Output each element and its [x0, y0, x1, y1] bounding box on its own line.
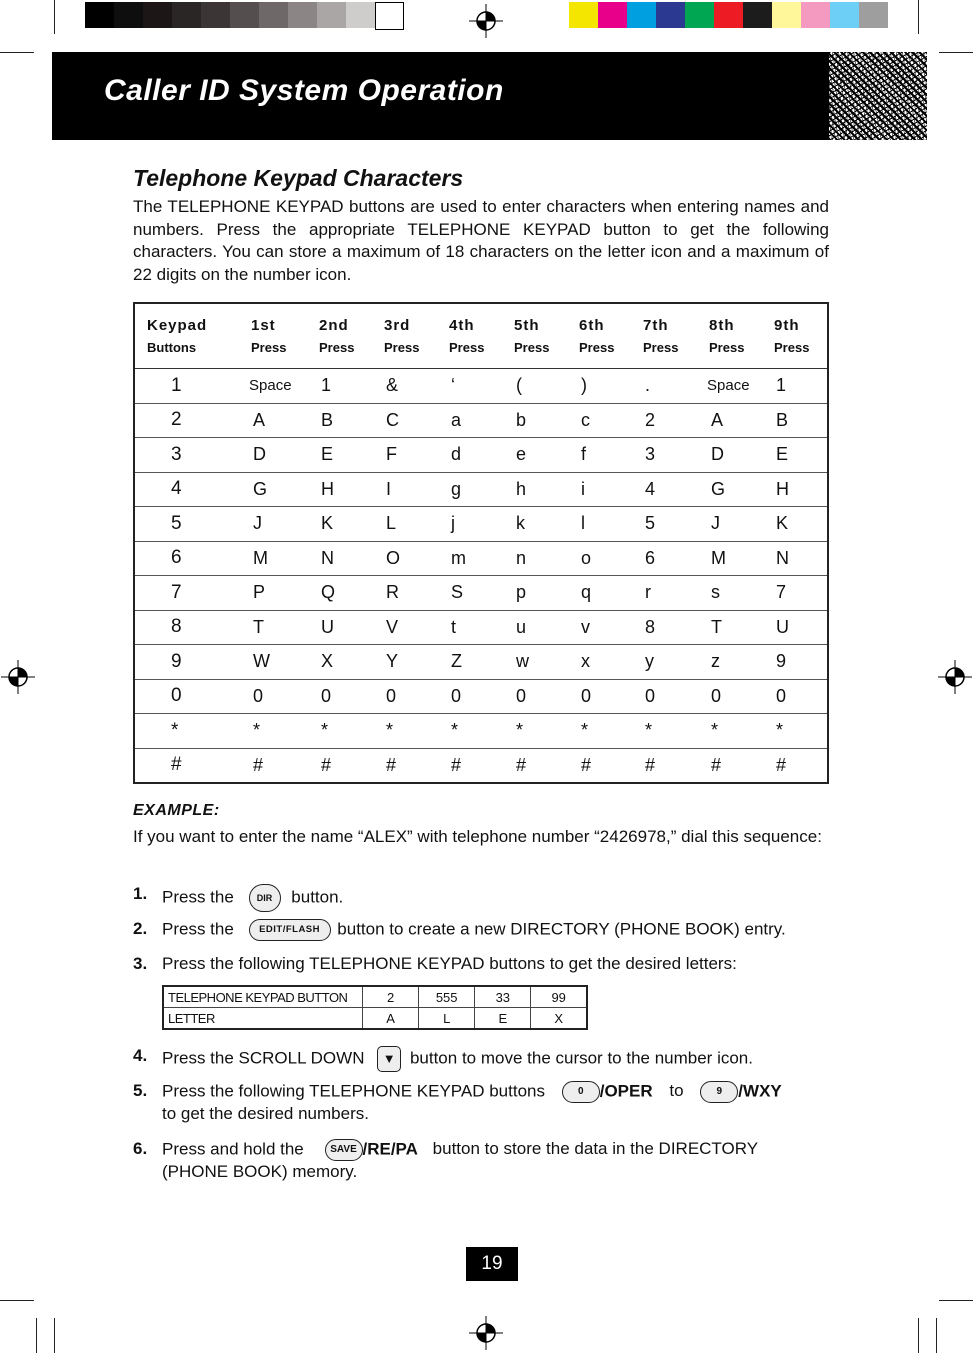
- character-cell: S: [435, 576, 500, 611]
- sequence-cell: 2: [363, 986, 419, 1008]
- gray-swatch: [201, 2, 230, 28]
- step-number: 4.: [133, 1046, 148, 1065]
- character-cell: #: [760, 748, 828, 783]
- character-cell: Space: [237, 369, 305, 404]
- gray-swatch: [230, 2, 259, 28]
- sequence-cell: E: [475, 1008, 531, 1030]
- step-number: 5.: [133, 1081, 148, 1100]
- character-cell: y: [629, 645, 695, 680]
- character-cell: #: [435, 748, 500, 783]
- character-cell: 0: [237, 679, 305, 714]
- color-swatch: [569, 2, 598, 28]
- character-cell: b: [500, 403, 565, 438]
- keypad-characters-table: [133, 302, 829, 784]
- character-cell: l: [565, 507, 629, 542]
- registration-mark-icon: [938, 660, 972, 694]
- table-row: [134, 472, 828, 507]
- character-cell: M: [695, 541, 760, 576]
- color-swatch: [743, 2, 772, 28]
- character-cell: *: [370, 714, 435, 749]
- color-swatch: [627, 2, 656, 28]
- keypad-button-cell: 7: [134, 576, 237, 611]
- character-cell: k: [500, 507, 565, 542]
- step-text: Press the: [162, 919, 234, 939]
- character-cell: J: [237, 507, 305, 542]
- character-cell: #: [695, 748, 760, 783]
- character-cell: z: [695, 645, 760, 680]
- page-number: 19: [466, 1247, 518, 1281]
- character-cell: *: [237, 714, 305, 749]
- step-text: (PHONE BOOK) memory.: [162, 1162, 358, 1181]
- header-sublabel: Press: [709, 340, 745, 355]
- sequence-cell: L: [419, 1008, 475, 1030]
- zero-button-icon: 0: [562, 1081, 600, 1103]
- character-cell: #: [629, 748, 695, 783]
- character-cell: t: [435, 610, 500, 645]
- character-cell: &: [370, 369, 435, 404]
- crop-mark: [54, 0, 55, 34]
- character-cell: d: [435, 438, 500, 473]
- crop-mark: [918, 0, 919, 34]
- character-cell: g: [435, 472, 500, 507]
- character-cell: E: [305, 438, 370, 473]
- keypad-button-cell: 0: [134, 679, 237, 714]
- header-label: 2nd: [319, 317, 349, 334]
- character-cell: *: [565, 714, 629, 749]
- header-sublabel: Press: [319, 340, 355, 355]
- gray-swatch: [317, 2, 346, 28]
- character-cell: 0: [629, 679, 695, 714]
- character-cell: B: [305, 403, 370, 438]
- character-cell: c: [565, 403, 629, 438]
- crop-mark: [939, 1300, 973, 1301]
- character-cell: #: [237, 748, 305, 783]
- character-cell: 1: [305, 369, 370, 404]
- character-cell: O: [370, 541, 435, 576]
- header-label: 4th: [449, 317, 475, 334]
- registration-mark-icon: [469, 4, 503, 38]
- character-cell: *: [435, 714, 500, 749]
- header-sublabel: Press: [384, 340, 420, 355]
- header-sublabel: Press: [774, 340, 810, 355]
- character-cell: w: [500, 645, 565, 680]
- character-cell: K: [760, 507, 828, 542]
- character-cell: 0: [370, 679, 435, 714]
- gray-swatch: [114, 2, 143, 28]
- character-cell: s: [695, 576, 760, 611]
- character-cell: m: [435, 541, 500, 576]
- step-text: button to create a new DIRECTORY (PHONE BOOK) entry.: [337, 919, 786, 939]
- page-header: [52, 52, 927, 140]
- character-cell: V: [370, 610, 435, 645]
- character-cell: N: [305, 541, 370, 576]
- header-label: 5th: [514, 317, 540, 334]
- color-swatch: [714, 2, 743, 28]
- character-cell: p: [500, 576, 565, 611]
- sequence-cell: 555: [419, 986, 475, 1008]
- column-header: [695, 303, 760, 369]
- character-cell: ): [565, 369, 629, 404]
- keypad-button-cell: 8: [134, 610, 237, 645]
- step-number: 6.: [133, 1139, 148, 1158]
- sequence-cell: X: [531, 1008, 587, 1030]
- character-cell: #: [565, 748, 629, 783]
- step-text: button to move the cursor to the number icon.: [409, 1048, 753, 1068]
- button-label: /WXY: [738, 1081, 782, 1101]
- character-cell: H: [305, 472, 370, 507]
- character-cell: #: [305, 748, 370, 783]
- column-header: [237, 303, 305, 369]
- step-text: Press the following TELEPHONE KEYPAD buttons: [162, 1081, 545, 1101]
- character-cell: *: [760, 714, 828, 749]
- save-button-icon: SAVE: [325, 1139, 363, 1161]
- keypad-button-cell: 4: [134, 472, 237, 507]
- character-cell: 0: [500, 679, 565, 714]
- character-cell: 0: [565, 679, 629, 714]
- header-sublabel: Press: [514, 340, 550, 355]
- character-cell: 5: [629, 507, 695, 542]
- intro-paragraph: The TELEPHONE KEYPAD buttons are used to enter characters when entering names and numbers. Press the appropriate TELEPHONE KEYPAD button to get the following characters. You can store a maximum of 18 characters on the letter icon and a maximum of 22 digits on the number icon.: [133, 197, 829, 284]
- character-cell: #: [370, 748, 435, 783]
- column-header: [629, 303, 695, 369]
- character-cell: *: [305, 714, 370, 749]
- header-label: 3rd: [384, 317, 411, 334]
- character-cell: Space: [695, 369, 760, 404]
- scroll-down-icon: ▼: [377, 1046, 401, 1072]
- page-title: Caller ID System Operation: [104, 74, 504, 107]
- sequence-table: [162, 985, 588, 1030]
- character-cell: 0: [695, 679, 760, 714]
- button-label: /OPER: [599, 1081, 653, 1101]
- color-swatch: [830, 2, 859, 28]
- character-cell: E: [760, 438, 828, 473]
- column-header: [134, 303, 237, 369]
- decorative-pattern: [829, 52, 927, 140]
- keypad-button-cell: 1: [134, 369, 237, 404]
- character-cell: 7: [760, 576, 828, 611]
- section-heading: Telephone Keypad Characters: [133, 165, 464, 191]
- character-cell: v: [565, 610, 629, 645]
- header-label: 6th: [579, 317, 605, 334]
- color-swatch: [859, 2, 888, 28]
- table-row: [134, 438, 828, 473]
- character-cell: R: [370, 576, 435, 611]
- character-cell: f: [565, 438, 629, 473]
- dir-button-icon: DIR: [249, 884, 281, 912]
- character-cell: 0: [305, 679, 370, 714]
- character-cell: r: [629, 576, 695, 611]
- character-cell: M: [237, 541, 305, 576]
- step-text: to: [669, 1081, 684, 1101]
- character-cell: #: [500, 748, 565, 783]
- sequence-cell: LETTER: [163, 1008, 363, 1030]
- keypad-button-cell: 9: [134, 645, 237, 680]
- step-number: 2.: [133, 919, 148, 938]
- table-row: [134, 714, 828, 749]
- character-cell: 2: [629, 403, 695, 438]
- character-cell: G: [237, 472, 305, 507]
- column-header: [305, 303, 370, 369]
- table-row: [134, 541, 828, 576]
- gray-swatch: [375, 2, 404, 30]
- character-cell: T: [695, 610, 760, 645]
- sequence-cell: TELEPHONE KEYPAD BUTTON: [163, 986, 363, 1008]
- table-row: [134, 507, 828, 542]
- character-cell: H: [760, 472, 828, 507]
- sequence-cell: A: [363, 1008, 419, 1030]
- column-header: [760, 303, 828, 369]
- character-cell: B: [760, 403, 828, 438]
- header-label: 7th: [643, 317, 669, 334]
- sequence-cell: 33: [475, 986, 531, 1008]
- character-cell: *: [695, 714, 760, 749]
- character-cell: 9: [760, 645, 828, 680]
- step-text: to get the desired numbers.: [162, 1104, 369, 1123]
- character-cell: X: [305, 645, 370, 680]
- table-row: [134, 610, 828, 645]
- color-swatch: [598, 2, 627, 28]
- step-text: Press the: [162, 887, 234, 907]
- character-cell: e: [500, 438, 565, 473]
- crop-mark: [0, 1300, 34, 1301]
- character-cell: F: [370, 438, 435, 473]
- table-row: [134, 679, 828, 714]
- example-paragraph: If you want to enter the name “ALEX” with telephone number “2426978,” dial this sequence:: [133, 827, 822, 846]
- character-cell: (: [500, 369, 565, 404]
- keypad-button-cell: 6: [134, 541, 237, 576]
- table-row: [134, 576, 828, 611]
- crop-mark: [36, 1318, 37, 1353]
- character-cell: G: [695, 472, 760, 507]
- character-cell: W: [237, 645, 305, 680]
- crop-mark: [936, 1318, 937, 1353]
- character-cell: q: [565, 576, 629, 611]
- crop-mark: [939, 52, 973, 53]
- character-cell: 4: [629, 472, 695, 507]
- column-header: [500, 303, 565, 369]
- character-cell: i: [565, 472, 629, 507]
- character-cell: U: [305, 610, 370, 645]
- header-label: 9th: [774, 317, 800, 334]
- character-cell: A: [695, 403, 760, 438]
- character-cell: Q: [305, 576, 370, 611]
- character-cell: U: [760, 610, 828, 645]
- character-cell: u: [500, 610, 565, 645]
- color-swatch: [656, 2, 685, 28]
- registration-mark-icon: [1, 660, 35, 694]
- step-number: 3.: [133, 954, 148, 973]
- step-text: Press the SCROLL DOWN: [162, 1048, 365, 1068]
- gray-swatch: [143, 2, 172, 28]
- step-text: Press the following TELEPHONE KEYPAD buttons to get the desired letters:: [162, 954, 737, 973]
- character-cell: 8: [629, 610, 695, 645]
- column-header: [565, 303, 629, 369]
- header-label: 1st: [251, 317, 276, 334]
- character-cell: 3: [629, 438, 695, 473]
- character-cell: 1: [760, 369, 828, 404]
- character-cell: j: [435, 507, 500, 542]
- keypad-button-cell: 5: [134, 507, 237, 542]
- header-sublabel: Press: [449, 340, 485, 355]
- character-cell: n: [500, 541, 565, 576]
- gray-swatch: [346, 2, 375, 28]
- header-sublabel: Buttons: [147, 340, 197, 355]
- character-cell: P: [237, 576, 305, 611]
- gray-swatch: [288, 2, 317, 28]
- step-number: 1.: [133, 884, 148, 903]
- header-sublabel: Press: [643, 340, 679, 355]
- character-cell: Y: [370, 645, 435, 680]
- sequence-cell: 99: [531, 986, 587, 1008]
- character-cell: 0: [435, 679, 500, 714]
- header-label: Keypad: [147, 317, 208, 334]
- character-cell: 0: [760, 679, 828, 714]
- character-cell: N: [760, 541, 828, 576]
- keypad-button-cell: #: [134, 748, 237, 783]
- table-row: [134, 369, 828, 404]
- character-cell: D: [237, 438, 305, 473]
- character-cell: L: [370, 507, 435, 542]
- gray-swatch: [172, 2, 201, 28]
- character-cell: J: [695, 507, 760, 542]
- step-text: Press and hold the: [162, 1139, 304, 1159]
- character-cell: I: [370, 472, 435, 507]
- column-header: [370, 303, 435, 369]
- keypad-button-cell: 3: [134, 438, 237, 473]
- character-cell: A: [237, 403, 305, 438]
- crop-mark: [918, 1318, 919, 1353]
- character-cell: ‘: [435, 369, 500, 404]
- color-swatch: [801, 2, 830, 28]
- keypad-button-cell: *: [134, 714, 237, 749]
- step-text: button.: [291, 887, 344, 907]
- character-cell: *: [500, 714, 565, 749]
- table-row: [134, 748, 828, 783]
- step-text: button to store the data in the DIRECTORY: [432, 1139, 759, 1159]
- crop-mark: [0, 52, 34, 53]
- character-cell: .: [629, 369, 695, 404]
- character-cell: a: [435, 403, 500, 438]
- color-swatch: [685, 2, 714, 28]
- character-cell: x: [565, 645, 629, 680]
- character-cell: D: [695, 438, 760, 473]
- column-header: [435, 303, 500, 369]
- header-label: 8th: [709, 317, 735, 334]
- header-sublabel: Press: [251, 340, 287, 355]
- color-swatch: [772, 2, 801, 28]
- crop-mark: [54, 1318, 55, 1353]
- character-cell: o: [565, 541, 629, 576]
- keypad-button-cell: 2: [134, 403, 237, 438]
- character-cell: C: [370, 403, 435, 438]
- header-sublabel: Press: [579, 340, 615, 355]
- table-row: [134, 645, 828, 680]
- registration-mark-icon: [469, 1316, 503, 1350]
- table-row: [134, 403, 828, 438]
- character-cell: Z: [435, 645, 500, 680]
- character-cell: h: [500, 472, 565, 507]
- character-cell: 6: [629, 541, 695, 576]
- button-label: /RE/PA: [362, 1139, 418, 1159]
- character-cell: T: [237, 610, 305, 645]
- edit-flash-button-icon: EDIT/FLASH: [249, 919, 331, 941]
- gray-swatch: [259, 2, 288, 28]
- character-cell: *: [629, 714, 695, 749]
- nine-button-icon: 9: [700, 1081, 738, 1103]
- character-cell: K: [305, 507, 370, 542]
- gray-swatch: [85, 2, 114, 28]
- example-heading: EXAMPLE:: [133, 802, 220, 819]
